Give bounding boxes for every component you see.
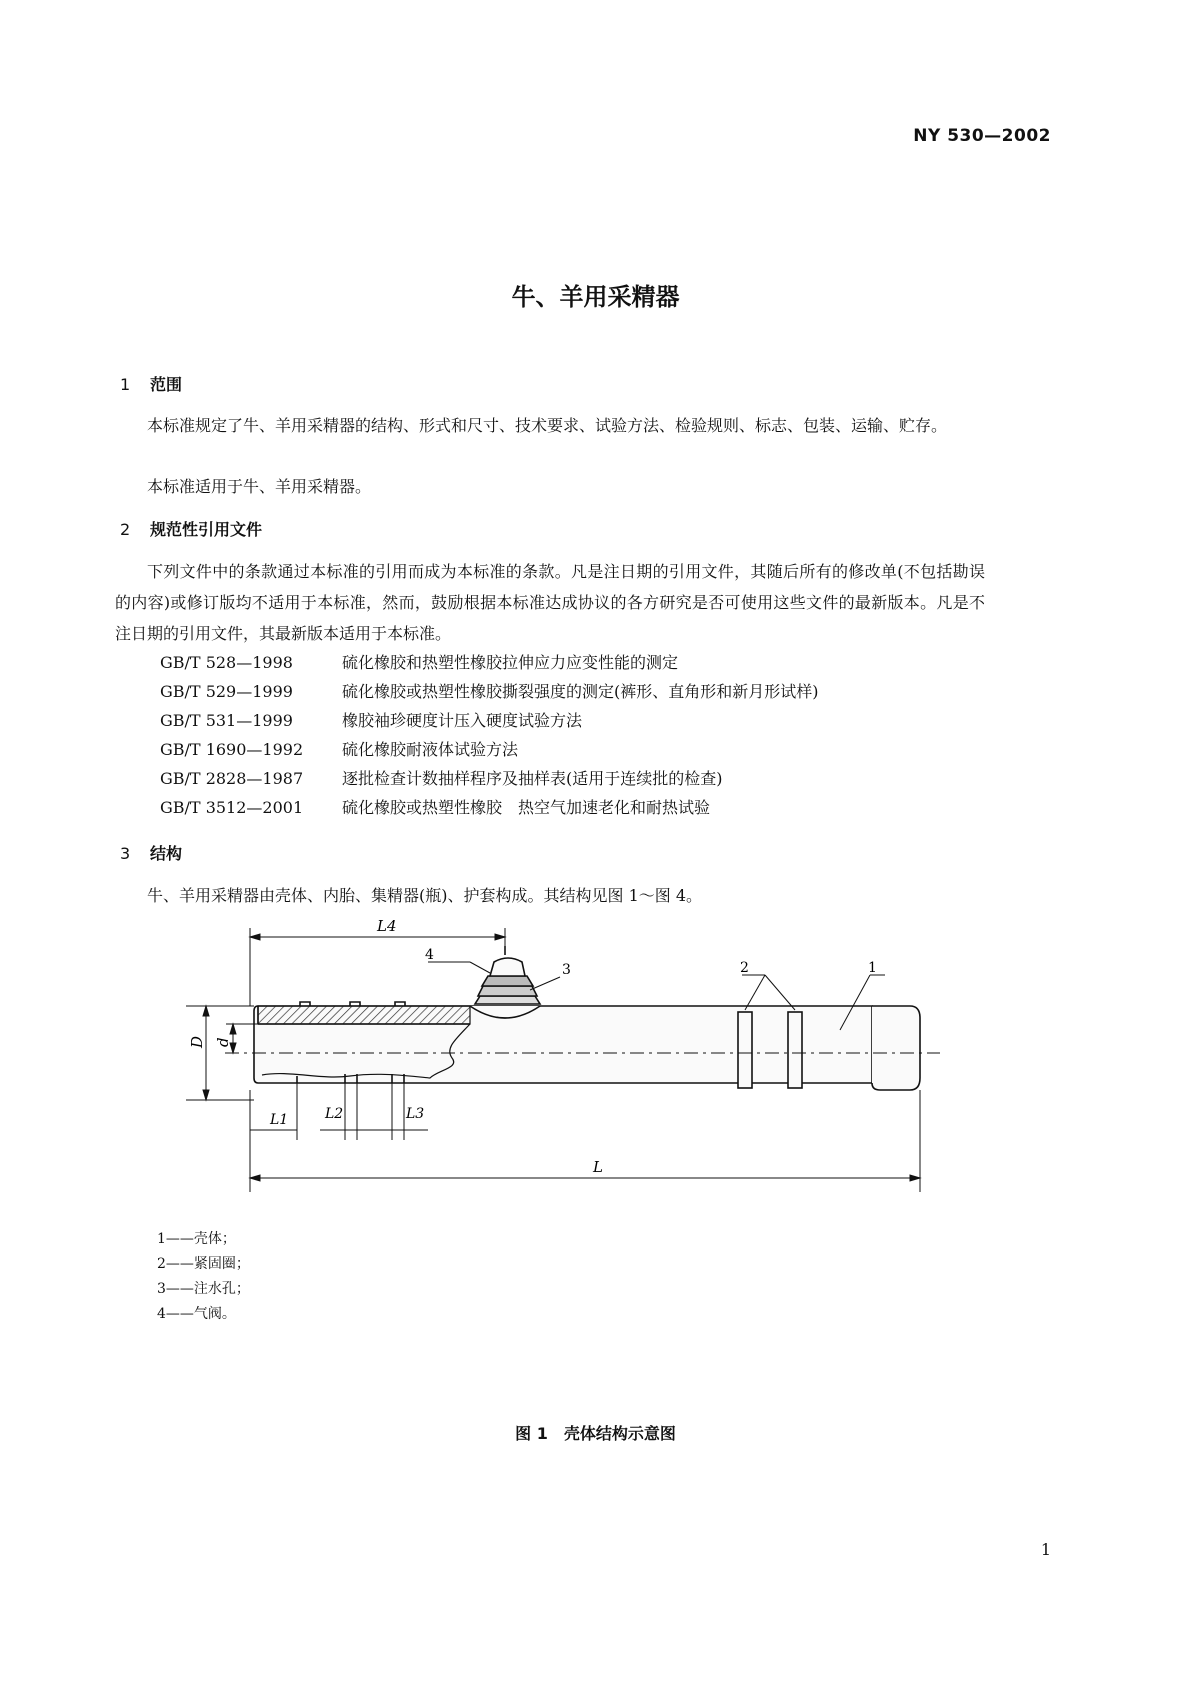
label-d: d bbox=[214, 1037, 232, 1047]
legend-item: 4——气阀。 bbox=[157, 1306, 236, 1322]
reference-item: GB/T 3512—2001 硫化橡胶或热塑性橡胶 热空气加速老化和耐热试验 bbox=[160, 798, 711, 817]
page-number: 1 bbox=[1040, 1540, 1051, 1559]
legend-item: 1——壳体； bbox=[157, 1231, 236, 1247]
end-cap bbox=[872, 1006, 920, 1090]
section-2-paragraph-1: 下列文件中的条款通过本标准的引用而成为本标准的条款。凡是注日期的引用文件，其随后所有的修改单(不包括勘误的内容)或修订版均不适用于本标准，然而，鼓励根据本标准达成协议的各方研究是否可使用这些文件的最新版本。凡是不注日期的引用文件，其最新版本适用于本标准。 bbox=[115, 562, 985, 643]
label-L1: L1 bbox=[270, 1112, 289, 1128]
callout-4: 4 bbox=[425, 947, 434, 963]
label-L: L bbox=[593, 1158, 603, 1176]
label-L4: L4 bbox=[377, 917, 397, 935]
callout-2: 2 bbox=[740, 960, 749, 976]
air-valve bbox=[490, 958, 525, 976]
section-1-paragraph-2: 本标准适用于牛、羊用采精器。 bbox=[147, 477, 372, 496]
legend-item: 3——注水孔； bbox=[157, 1281, 250, 1297]
fastening-ring bbox=[788, 1012, 802, 1088]
reference-item: GB/T 531—1999 橡胶袖珍硬度计压入硬度试验方法 bbox=[160, 711, 583, 730]
label-D: D bbox=[188, 1035, 206, 1048]
reference-item: GB/T 1690—1992 硫化橡胶耐液体试验方法 bbox=[160, 740, 519, 759]
section-1-heading: 1 范围 bbox=[120, 375, 183, 394]
label-L2: L2 bbox=[325, 1106, 344, 1122]
fastening-ring bbox=[738, 1012, 752, 1088]
label-L3: L3 bbox=[406, 1106, 425, 1122]
reference-item: GB/T 528—1998 硫化橡胶和热塑性橡胶拉伸应力应变性能的测定 bbox=[160, 653, 679, 672]
standard-number: NY 530—2002 bbox=[913, 126, 1051, 146]
callout-1: 1 bbox=[868, 960, 877, 976]
callout-3: 3 bbox=[562, 962, 571, 978]
section-3-paragraph-1: 牛、羊用采精器由壳体、内胎、集精器(瓶)、护套构成。其结构见图 1～图 4。 bbox=[147, 886, 703, 905]
section-2-heading: 2 规范性引用文件 bbox=[120, 520, 263, 539]
legend-item: 2——紧固圈； bbox=[157, 1256, 250, 1272]
reference-item: GB/T 529—1999 硫化橡胶或热塑性橡胶撕裂强度的测定(裤形、直角形和新月形试样) bbox=[160, 682, 819, 701]
document-title: 牛、羊用采精器 bbox=[511, 283, 680, 311]
reference-item: GB/T 2828—1987 逐批检查计数抽样程序及抽样表(适用于连续批的检查) bbox=[160, 769, 723, 788]
section-3-heading: 3 结构 bbox=[120, 844, 183, 863]
section-1-paragraph-1: 本标准规定了牛、羊用采精器的结构、形式和尺寸、技术要求、试验方法、检验规则、标志、包装、运输、贮存。 bbox=[147, 416, 948, 435]
figure-caption: 图 1 壳体结构示意图 bbox=[515, 1424, 676, 1443]
